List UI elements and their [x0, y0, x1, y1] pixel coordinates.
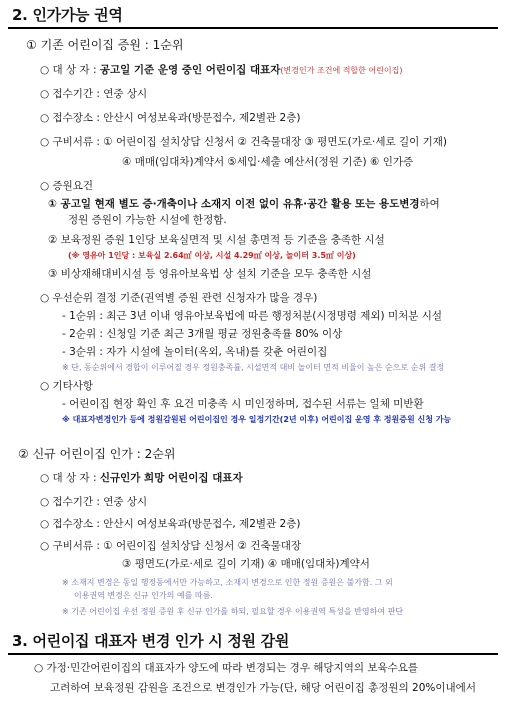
- sub1-title: ① 기존 어린이집 증원 : 1순위: [26, 38, 184, 52]
- section-2-title: 2. 인가가능 권역: [12, 6, 123, 24]
- sub2-docs-line1: ○ 구비서류 : ① 어린이집 설치상담 신청서 ② 건축물대장: [40, 540, 302, 552]
- sub1-period: ○ 접수기간 : 연중 상시: [40, 88, 148, 100]
- sub1-docs-line1: ○ 구비서류 : ① 어린이집 설치상담 신청서 ② 건축물대장 ③ 평면도(가로·세로 길이 기재): [40, 136, 447, 148]
- sub1-etc-note: ※ 대표자변경인가 등에 정원감원된 어린이집인 경우 일정기간(2년 이후) 어린이집 운영 후 정원증원 신청 가능: [62, 415, 452, 424]
- sub1-req-title: ○ 증원요건: [40, 180, 94, 192]
- sub1-docs-line2: ④ 매매(임대차)계약서 ⑤세입·세출 예산서(정원 기준) ⑥ 인가증: [122, 156, 414, 168]
- sub1-req2: ② 보육정원 증원 1인당 보육실면적 및 시설 총면적 등 기준을 충족한 시설: [48, 234, 385, 246]
- sub2-target-label: ○ 대 상 자 :: [40, 472, 97, 484]
- sub2-note-1b: 이용권역 변경은 신규 인가의 예를 따름.: [74, 591, 213, 600]
- sub2-place: ○ 접수장소 : 안산시 여성보육과(방문접수, 제2별관 2층): [40, 518, 301, 530]
- sub1-target-value: 공고일 기준 운영 중인 어린이집 대표자: [99, 64, 281, 76]
- sub2-docs-line2: ③ 평면도(가로·세로 길이 기재) ④ 매매(임대차)계약서: [122, 558, 370, 570]
- sub1-req1-cont: 정원 증원이 가능한 시설에 한정함.: [68, 214, 227, 226]
- sub1-priority-note: ※ 단, 동순위에서 경합이 이루어질 경우 정원충족률, 시설면적 대비 놀이터 면적 비율이 높은 순으로 순위 결정: [62, 363, 445, 372]
- sub2-note-1a: ※ 소재지 변경은 동일 행정동에서만 가능하고, 소재지 변경으로 인한 정원 증원은 불가함. 그 외: [62, 578, 393, 587]
- sub1-priority-2: - 2순위 : 신청일 기준 최근 3개월 평균 정원충족률 80% 이상: [62, 328, 343, 340]
- sub1-place: ○ 접수장소 : 안산시 여성보육과(방문접수, 제2별관 2층): [40, 112, 301, 124]
- sub2-target-value: 신규인가 희망 어린이집 대표자: [99, 472, 243, 484]
- sub1-priority-3: - 3순위 : 자가 시설에 놀이터(옥외, 옥내)를 갖춘 어린이집: [62, 346, 328, 358]
- section-3-para-1: ○ 가정·민간어린이집의 대표자가 양도에 따라 변경되는 경우 해당지역의 보육수요를: [34, 662, 419, 674]
- sub1-priority-title: ○ 우선순위 결정 기준(권역별 증원 관련 신청자가 많을 경우): [40, 292, 318, 304]
- sub2-target-row: [40, 472, 243, 485]
- sub1-priority-1: - 1순위 : 최근 3년 이내 영유아보육법에 따른 행정처분(시정명령 제외) 미처분 시설: [62, 310, 443, 322]
- sub2-note-2: ※ 기존 어린이집 우선 정원 증원 후 신규 인가를 하되, 필요할 경우 이용권역 특성을 반영하여 판단: [62, 607, 404, 616]
- sub1-etc-title: ○ 기타사항: [40, 380, 94, 392]
- sub1-req1: [48, 198, 440, 211]
- sub1-target-row: [40, 64, 402, 77]
- sub1-req2-note: (※ 영유아 1인당 : 보육실 2.64㎡ 이상, 시설 4.29㎡ 이상, 놀이터 3.5㎡ 이상): [68, 251, 356, 260]
- sub1-etc-1: - 어린이집 현장 확인 후 요건 미충족 시 미인정하며, 접수된 서류는 일체 미반환: [62, 398, 424, 410]
- section-3-divider: [8, 653, 498, 655]
- sub1-target-label: ○ 대 상 자 :: [40, 64, 97, 76]
- sub1-req1-bold: ① 공고일 현재 별도 증·개축이나 소재지 이전 없이 유휴·공간 활용 또는 용도변경: [48, 198, 420, 210]
- section-3-title: 3. 어린이집 대표자 변경 인가 시 정원 감원: [12, 632, 290, 650]
- section-3-para-2: 고려하여 보육정원 감원을 조건으로 변경인가 가능(단, 해당 어린이집 총정원의 20%이내에서: [50, 682, 476, 694]
- sub1-target-note: (변경인가 조건에 적합한 어린이집): [280, 66, 403, 75]
- sub1-req3: ③ 비상재해대비시설 등 영유아보육법 상 설치 기준을 모두 충족한 시설: [48, 268, 372, 280]
- sub1-req1-tail: 하여: [419, 198, 440, 210]
- section-2-divider: [8, 27, 498, 29]
- sub2-period: ○ 접수기간 : 연중 상시: [40, 496, 148, 508]
- sub2-title: ② 신규 어린이집 인가 : 2순위: [18, 447, 176, 461]
